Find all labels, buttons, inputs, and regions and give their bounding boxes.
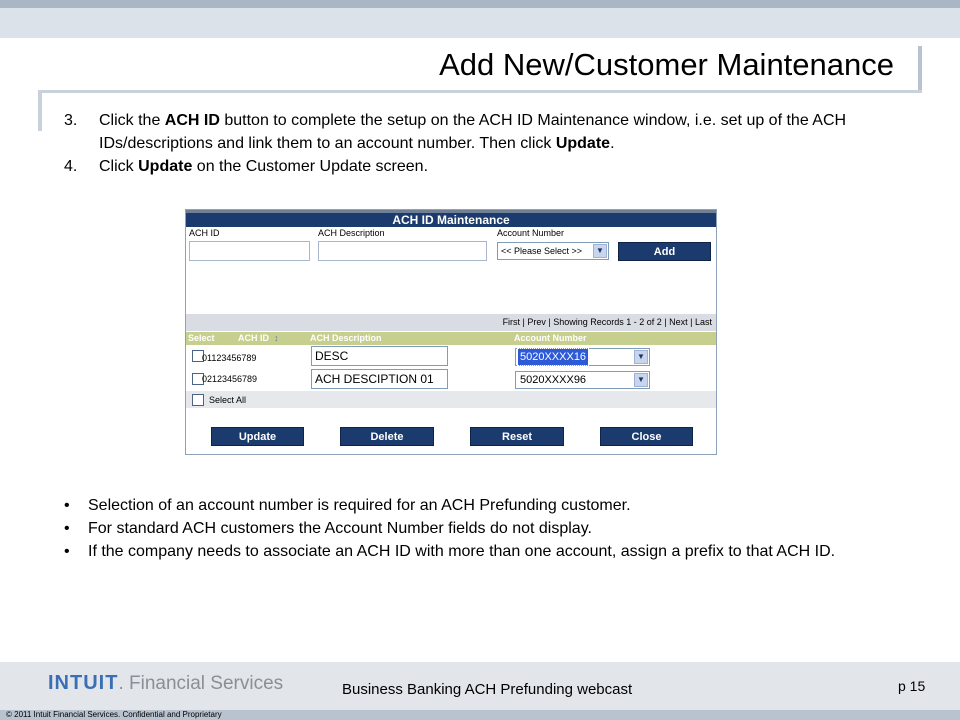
title-frame-underline: [38, 90, 922, 93]
account-number-label: Account Number: [497, 228, 565, 238]
steps-list: [64, 109, 914, 178]
step-bold: Update: [555, 135, 611, 152]
step-3: [64, 109, 914, 155]
note-text: For standard ACH customers the Account Number fields do not display.: [88, 520, 592, 537]
step-text: on the Customer Update screen.: [192, 158, 429, 175]
row-ach-id-value: 01123456789: [202, 353, 257, 363]
step-4: [64, 155, 914, 178]
copyright: © 2011 Intuit Financial Services. Confidential and Proprietary: [6, 710, 222, 719]
pager[interactable]: First | Prev | Showing Records 1 - 2 of 2 | Next | Last: [186, 314, 716, 331]
col-select: Select: [188, 333, 215, 343]
step-number: 3.: [64, 112, 78, 129]
row-account-select[interactable]: [515, 371, 650, 389]
row-account-value: 5020XXXX16: [520, 351, 587, 363]
ach-description-label: ACH Description: [318, 228, 385, 238]
bullet-icon: •: [64, 543, 70, 560]
step-bold: Update: [138, 158, 193, 175]
delete-button[interactable]: Delete: [340, 427, 434, 446]
bullet-icon: •: [64, 520, 70, 537]
note-text: Selection of an account number is required for an ACH Prefunding customer.: [88, 497, 631, 514]
dialog-title: ACH ID Maintenance: [186, 210, 716, 227]
col-account-number: Account Number: [514, 333, 587, 343]
top-band: [0, 0, 960, 8]
step-text: Click: [99, 158, 139, 175]
select-all-label[interactable]: Select All: [209, 395, 247, 405]
row-account-value: 5020XXXX96: [520, 374, 587, 386]
row-account-select[interactable]: [515, 348, 650, 366]
row-ach-id-value: 02123456789: [202, 374, 258, 384]
step-text: Click the: [99, 112, 165, 129]
step-number: 4.: [64, 158, 78, 175]
row-description-input[interactable]: ACH DESCIPTION 01: [311, 369, 448, 389]
note-item: [64, 517, 924, 540]
select-all-bar: [186, 391, 716, 408]
top-band-light: [0, 8, 960, 38]
step-bold: ACH ID: [164, 112, 220, 129]
note-item: [64, 494, 924, 517]
step-text: .: [610, 135, 615, 152]
update-button[interactable]: Update: [211, 427, 304, 446]
sort-icon[interactable]: ↕: [274, 333, 279, 343]
footer-webcast-title: Business Banking ACH Prefunding webcast: [342, 681, 633, 698]
reset-button[interactable]: Reset: [470, 427, 564, 446]
note-item: [64, 540, 924, 563]
logo-financial-services: . Financial Services: [118, 673, 284, 694]
row-description-input[interactable]: DESC: [311, 346, 448, 366]
logo-intuit: INTUIT: [48, 672, 119, 694]
step-text: button to complete the setup on the ACH ID Maintenance window, i.e. set up of the ACH IDs/descriptions and link them to an account number. Then click: [99, 112, 847, 152]
select-all-checkbox[interactable]: [192, 394, 204, 406]
col-ach-description: ACH Description: [310, 333, 382, 343]
note-text: If the company needs to associate an ACH ID with more than one account, assign a prefix to that ACH ID.: [88, 543, 836, 560]
ach-description-input[interactable]: [318, 241, 487, 261]
table-header: [186, 332, 716, 345]
bullet-icon: •: [64, 497, 70, 514]
close-button[interactable]: Close: [600, 427, 693, 446]
account-number-select[interactable]: [497, 242, 609, 260]
ach-id-label: ACH ID: [189, 228, 220, 238]
chevron-down-icon[interactable]: ▼: [634, 373, 648, 387]
page-number: p 15: [898, 678, 926, 694]
chevron-down-icon[interactable]: ▼: [593, 244, 607, 258]
intuit-financial-services-logo: [48, 672, 283, 695]
account-number-select-value: << Please Select >>: [501, 246, 583, 256]
notes-list: [64, 494, 924, 563]
title-frame-right-line: [918, 46, 922, 92]
page-title: Add New/Customer Maintenance: [439, 47, 894, 82]
chevron-down-icon[interactable]: ▼: [634, 350, 648, 364]
ach-id-maintenance-dialog: [185, 209, 717, 455]
add-button[interactable]: Add: [618, 242, 711, 261]
col-ach-id[interactable]: ACH ID: [238, 333, 269, 343]
ach-id-input[interactable]: [189, 241, 310, 261]
title-frame-left-line: [38, 90, 42, 131]
